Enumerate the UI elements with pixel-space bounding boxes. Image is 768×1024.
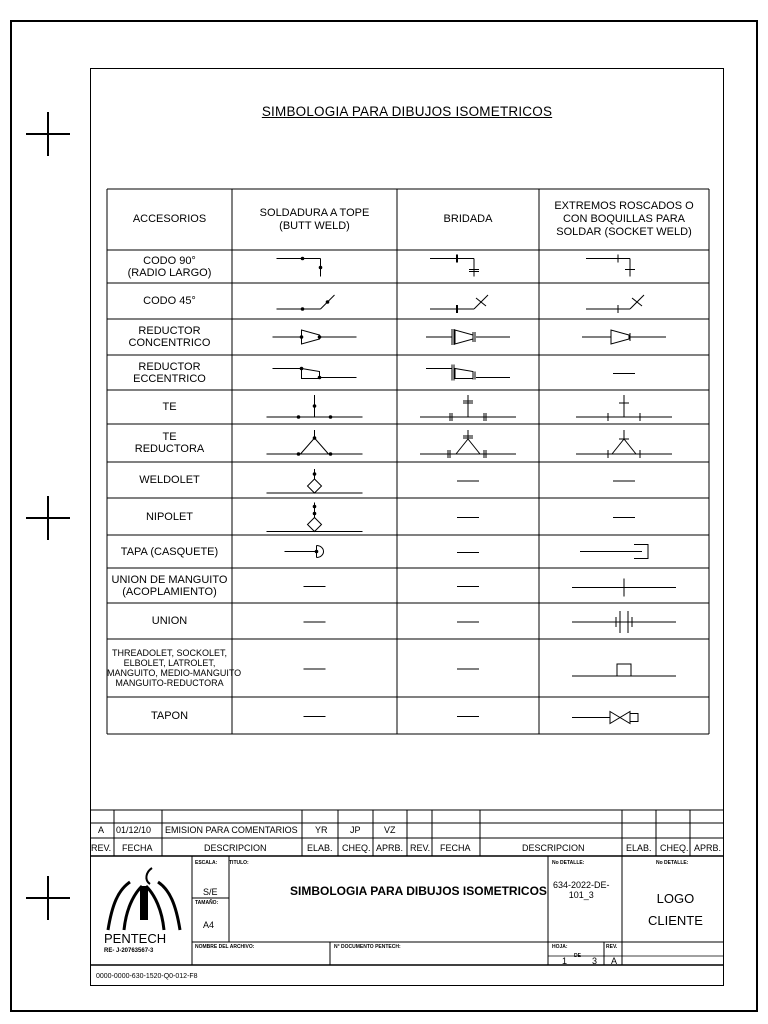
titulo-label: TITULO:	[229, 860, 249, 866]
accesorio-label: CODO 90° (RADIO LARGO)	[127, 254, 212, 279]
tamano-label: TAMAÑO:	[195, 900, 219, 906]
descripcion-header: DESCRIPCION	[204, 843, 267, 853]
detalle-label: No DETALLE:	[552, 860, 585, 866]
cheq-header-right: CHEQ.	[660, 843, 689, 853]
footer-code: 0000-0000-630-1520-Q0-012-F8	[96, 973, 198, 980]
accesorio-label: UNION	[151, 615, 188, 627]
accesorio-label: TE REDUCTORA	[134, 431, 205, 455]
aprb-value: VZ	[384, 825, 396, 835]
table-header-3: EXTREMOS ROSCADOS O CON BOQUILLAS PARA SOLDAR (SOCKET WELD)	[554, 200, 694, 238]
accesorio-label: TAPA (CASQUETE)	[120, 545, 219, 558]
elab-header: ELAB.	[307, 843, 333, 853]
accesorio-label: THREADOLET, SOCKOLET, ELBOLET, LATROLET, MANGUITO, MEDIO-MANGUITO MANGUITO-REDUCTORA	[107, 648, 242, 688]
accesorio-label: CODO 45°	[143, 295, 196, 307]
table-header-0: ACCESORIOS	[132, 213, 207, 225]
fecha-header: FECHA	[122, 843, 153, 853]
detalle2-label: No DETALLE:	[656, 860, 689, 866]
fecha-value: 01/12/10	[116, 825, 152, 835]
descripcion-value: EMISION PARA COMENTARIOS	[165, 825, 298, 835]
aprb-header: APRB.	[376, 843, 404, 853]
archivo-label: NOMBRE DEL ARCHIVO:	[195, 944, 255, 950]
cliente-logo: LOGO CLIENTE	[648, 891, 703, 928]
escala-label: ESCALA:	[195, 860, 218, 866]
accesorio-label: TE	[162, 401, 177, 413]
cheq-value: JP	[350, 825, 361, 835]
rev-block-value: A	[611, 956, 618, 966]
tamano-value: A4	[203, 920, 215, 930]
hoja-value: 1	[562, 956, 568, 966]
rev-header: REV.	[91, 843, 112, 853]
elab-value: YR	[315, 825, 328, 835]
titulo-value: SIMBOLOGIA PARA DIBUJOS ISOMETRICOS	[290, 884, 547, 898]
accesorio-label: NIPOLET	[145, 510, 194, 523]
rev-value: A	[98, 825, 105, 835]
company-code: RE- J-20763567-3	[104, 948, 154, 954]
descripcion-header-right: DESCRIPCION	[522, 843, 585, 853]
accesorio-label: REDUCTOR ECCENTRICO	[133, 360, 206, 385]
aprb-header-right: APRB.	[694, 843, 722, 853]
rev-label: REV.	[606, 944, 618, 950]
detalle-value: 634-2022-DE- 101_3	[553, 880, 610, 900]
table-header-2: BRIDADA	[443, 213, 493, 225]
total-hojas-value: 3	[592, 956, 598, 966]
de-label: DE	[574, 953, 581, 959]
drawing-title: SIMBOLOGIA PARA DIBUJOS ISOMETRICOS	[261, 104, 553, 119]
documento-label: N° DOCUMENTO PENTECH:	[334, 944, 401, 950]
accesorio-label: TAPON	[150, 709, 189, 722]
company-name: PENTECH	[104, 931, 167, 946]
fecha-header-right: FECHA	[440, 843, 471, 853]
accesorio-label: REDUCTOR CONCENTRICO	[128, 325, 211, 349]
accesorio-label: WELDOLET	[139, 474, 200, 486]
accesorio-label: UNION DE MANGUITO (ACOPLAMIENTO)	[111, 573, 228, 598]
hoja-label: HOJA:	[552, 944, 568, 950]
rev-header-right: REV.	[410, 843, 431, 853]
cheq-header: CHEQ.	[342, 843, 371, 853]
escala-value: S/E	[203, 887, 218, 897]
table-header-1: SOLDADURA A TOPE (BUTT WELD)	[259, 206, 370, 232]
elab-header-right: ELAB.	[626, 843, 652, 853]
